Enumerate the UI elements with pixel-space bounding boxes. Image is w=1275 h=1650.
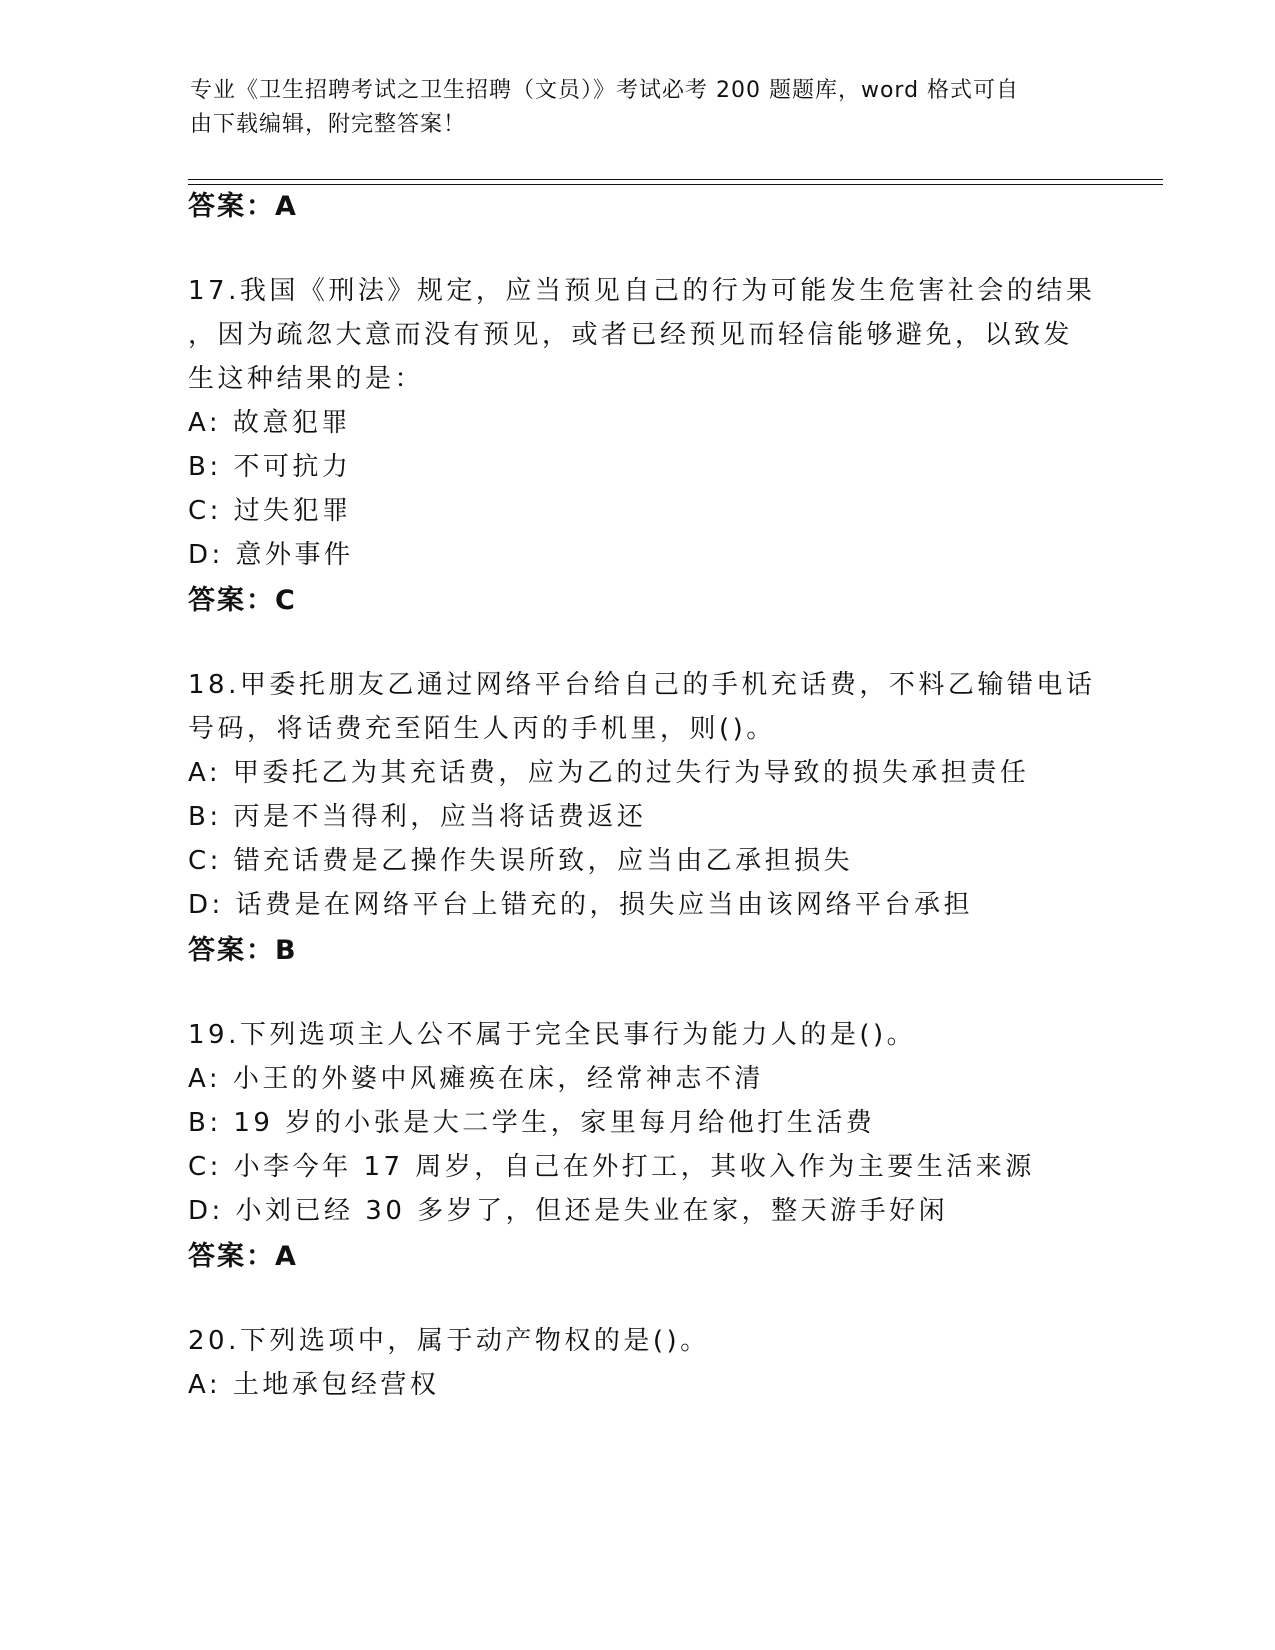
- header-line-2: 由下载编辑，附完整答案！: [190, 112, 467, 137]
- q18-answer: 答案：B: [188, 935, 298, 966]
- q17-option-b: B: 不可抗力: [188, 452, 352, 482]
- q17-answer: 答案：C: [188, 585, 297, 616]
- q19-option-d: D: 小刘已经 30 多岁了，但还是失业在家，整天游手好闲: [188, 1196, 949, 1226]
- q19-answer: 答案：A: [188, 1241, 298, 1272]
- q18-stem-line-1: 18.甲委托朋友乙通过网络平台给自己的手机充话费，不料乙输错电话: [188, 670, 1096, 700]
- q20-option-a: A: 土地承包经营权: [188, 1370, 440, 1400]
- q17-option-d: D: 意外事件: [188, 540, 354, 570]
- q17-option-a: A: 故意犯罪: [188, 408, 351, 438]
- q18-option-c: C: 错充话费是乙操作失误所致，应当由乙承担损失: [188, 846, 854, 876]
- q19-option-b: B: 19 岁的小张是大二学生，家里每月给他打生活费: [188, 1108, 876, 1138]
- q18-option-d: D: 话费是在网络平台上错充的，损失应当由该网络平台承担: [188, 890, 974, 920]
- q17-stem-line-3: 生这种结果的是：: [188, 364, 425, 394]
- q18-option-a: A: 甲委托乙为其充话费，应为乙的过失行为导致的损失承担责任: [188, 758, 1030, 788]
- q19-option-c: C: 小李今年 17 周岁，自己在外打工，其收入作为主要生活来源: [188, 1152, 1035, 1182]
- header-divider-top: [188, 179, 1163, 180]
- previous-answer: 答案：A: [188, 191, 298, 222]
- header-line-1: 专业《卫生招聘考试之卫生招聘（文员）》考试必考 200 题题库，word 格式可自: [190, 78, 1020, 103]
- q19-option-a: A: 小王的外婆中风瘫痪在床，经常神志不清: [188, 1064, 764, 1094]
- q17-option-c: C: 过失犯罪: [188, 496, 352, 526]
- q18-option-b: B: 丙是不当得利，应当将话费返还: [188, 802, 647, 832]
- q17-stem-line-1: 17.我国《刑法》规定，应当预见自己的行为可能发生危害社会的结果: [188, 276, 1096, 306]
- document-header: [190, 74, 1090, 142]
- q18-stem-line-2: 号码，将话费充至陌生人丙的手机里，则()。: [188, 714, 776, 744]
- q19-stem-line-1: 19.下列选项主人公不属于完全民事行为能力人的是()。: [188, 1020, 917, 1050]
- q20-stem-line-1: 20.下列选项中，属于动产物权的是()。: [188, 1326, 710, 1356]
- q17-stem-line-2: ，因为疏忽大意而没有预见，或者已经预见而轻信能够避免，以致发: [188, 320, 1074, 350]
- header-divider-bottom: [188, 184, 1163, 185]
